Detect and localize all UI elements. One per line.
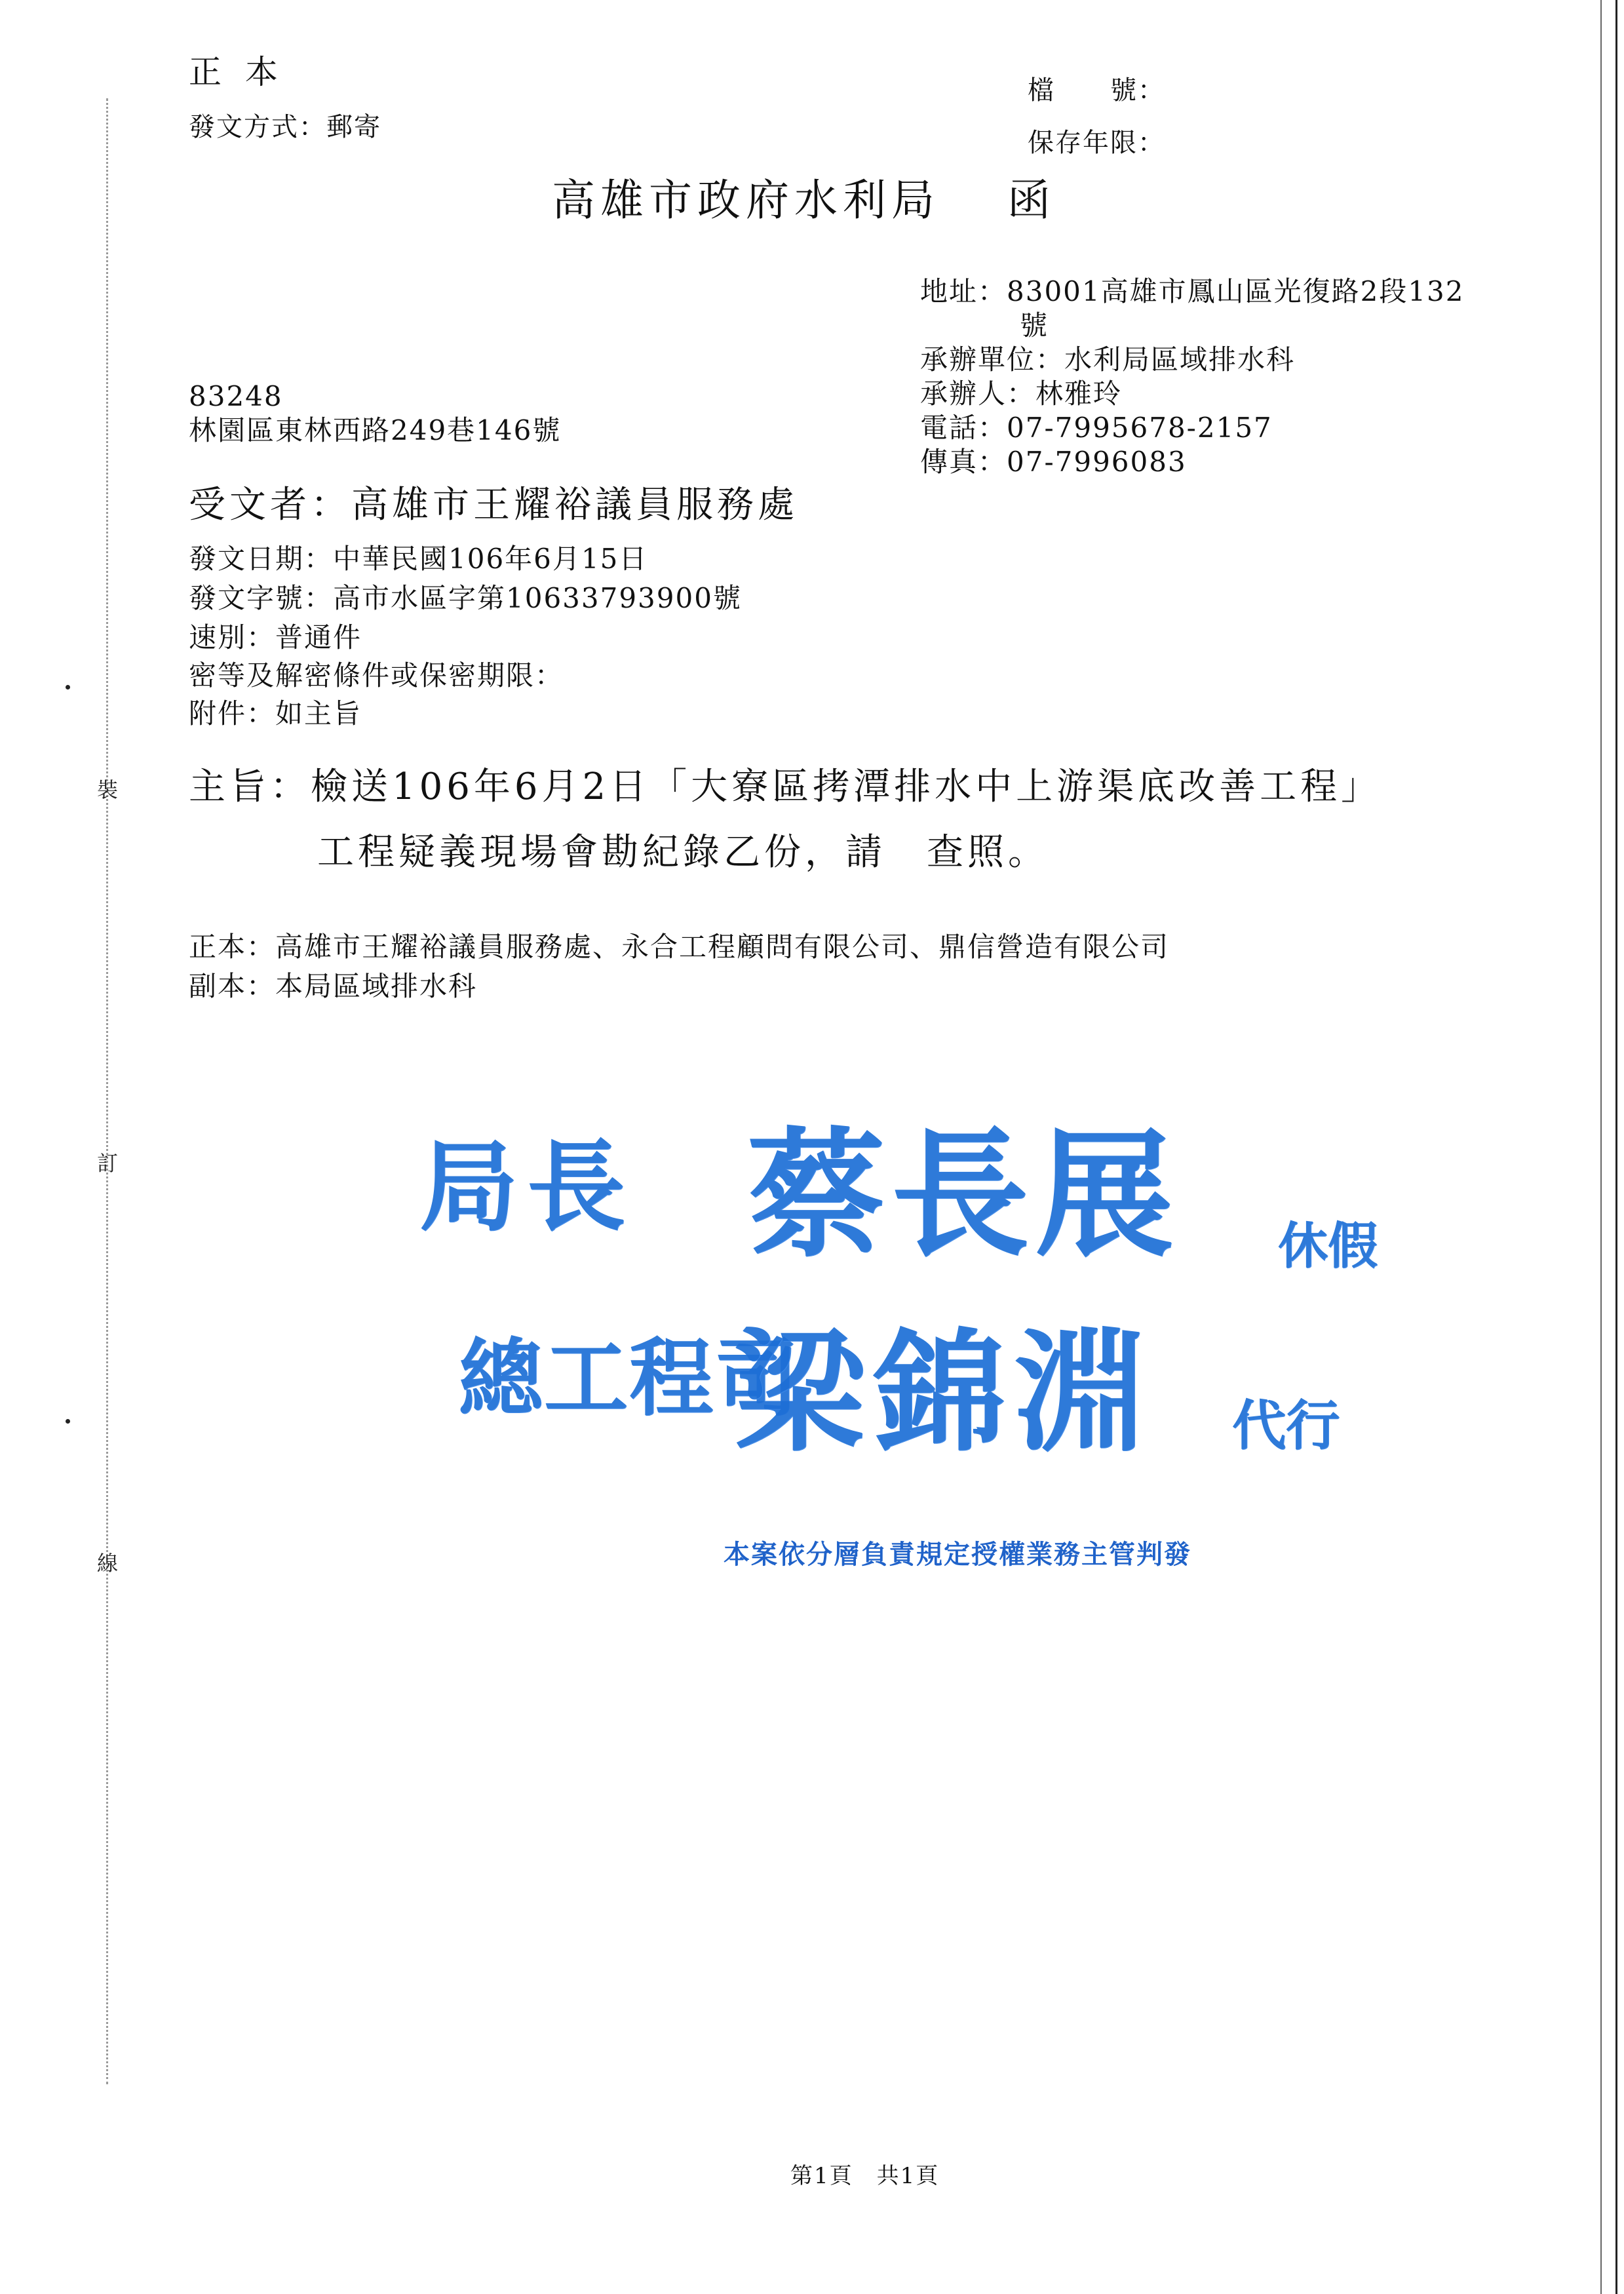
recipient-postcode: 83248 [189,380,283,412]
document-number: 發文字號：高市水區字第10633793900號 [189,582,742,614]
attachment: 附件：如主旨 [189,697,362,729]
recipient: 受文者：高雄市王耀裕議員服務處 [189,484,798,526]
subject-line-2: 工程疑義現場會勘紀錄乙份，請 查照。 [317,831,1049,874]
handling-person: 承辦人：林雅玲 [920,378,1123,410]
binding-mark-xian: 線 [97,1551,119,1576]
page-number: 第1頁 共1頁 [790,2163,940,2189]
copy-type: 正 本 [189,53,284,91]
stamp-engineer-title: 總工程司 [459,1329,800,1428]
secrecy-level: 密等及解密條件或保密期限： [189,659,564,691]
stamp-engineer-note: 代行 [1232,1394,1340,1457]
page-edge [1615,0,1617,2294]
stamp-director-note: 休假 [1278,1216,1378,1275]
retention-period: 保存年限： [1028,128,1165,158]
stamp-director-name: 蔡長展 [747,1114,1180,1275]
document-title: 高雄市政府水利局 函 [552,175,1056,225]
stamp-director-title: 局長 [419,1129,635,1245]
issue-date: 發文日期：中華民國106年6月15日 [189,543,648,575]
binding-dot [66,1419,70,1424]
sender-address-2: 號 [1020,309,1049,341]
fax: 傳真：07-7996083 [920,446,1187,478]
file-number: 檔 號： [1028,75,1165,106]
sender-address-1: 地址：83001高雄市鳳山區光復路2段132 [920,275,1465,307]
phone: 電話：07-7995678-2157 [920,412,1273,444]
binding-mark-ding: 訂 [97,1151,119,1176]
stamp-engineer-name: 梁錦淵 [734,1315,1155,1469]
recipient-street: 林園區東林西路249巷146號 [189,414,562,446]
binding-mark-zhuang: 裝 [97,777,119,802]
page-edge-inner [1600,0,1602,2294]
stamp-authority-note: 本案依分層負責規定授權業務主管判發 [724,1540,1191,1570]
copy-recipients: 副本：本局區域排水科 [189,970,478,1002]
subject-line-1: 主旨：檢送106年6月2日「大寮區拷潭排水中上游渠底改善工程」 [189,766,1382,808]
send-method: 發文方式：郵寄 [189,112,381,142]
binding-dotted-line [106,98,108,2084]
binding-dot [66,685,70,690]
speed-class: 速別：普通件 [189,621,362,653]
handling-unit: 承辦單位：水利局區域排水科 [920,343,1296,376]
original-recipients: 正本：高雄市王耀裕議員服務處、永合工程顧問有限公司、鼎信營造有限公司 [189,931,1170,963]
